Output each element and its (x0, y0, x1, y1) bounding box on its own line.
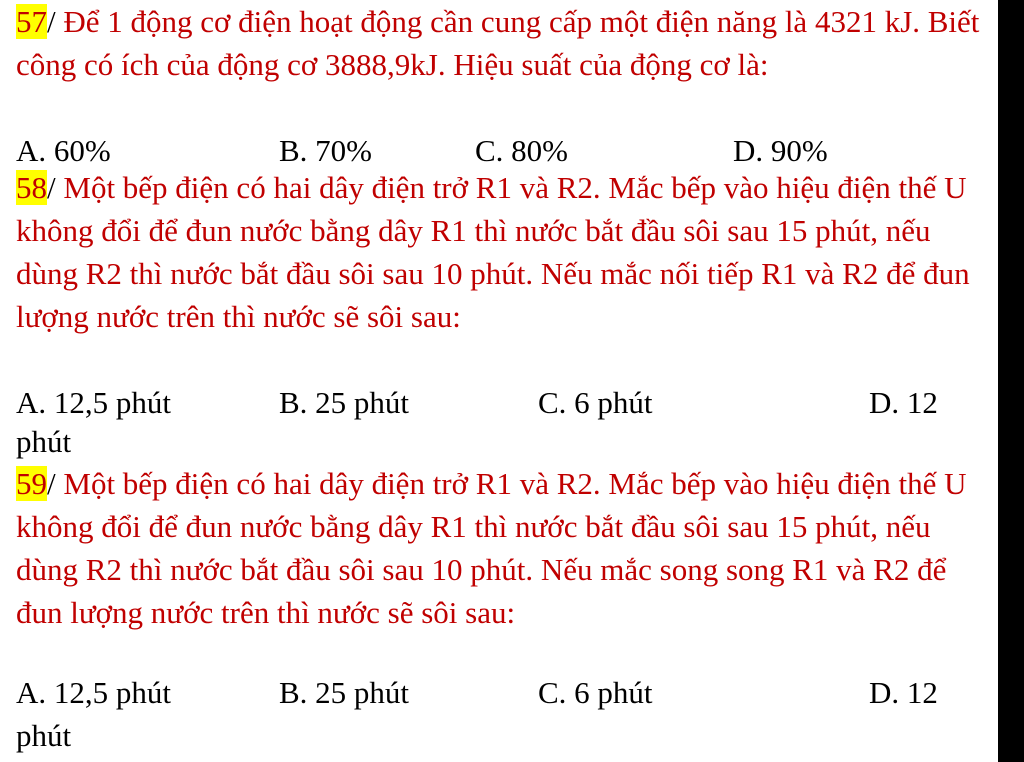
question-slash: / (47, 170, 56, 205)
question-58 (16, 166, 996, 338)
option-d: D. 90% (733, 133, 828, 168)
question-number: 59 (16, 466, 47, 501)
question-slash: / (47, 4, 56, 39)
option-c: C. 80% (475, 133, 568, 168)
question-text: Để 1 động cơ điện hoạt động cần cung cấp một điện năng là 4321 kJ. Biết công có ích của động cơ 3888,9kJ. Hiệu suất của động cơ là: (16, 4, 980, 82)
options-58 (16, 381, 996, 424)
option-d-continuation: phút (16, 424, 72, 459)
page-edge-bar (998, 0, 1024, 762)
option-b: B. 70% (279, 133, 372, 168)
option-a: A. 12,5 phút (16, 675, 171, 710)
option-d: D. 12 (869, 675, 938, 710)
question-57 (16, 0, 996, 86)
option-a: A. 60% (16, 133, 111, 168)
question-59 (16, 462, 996, 634)
question-text: Một bếp điện có hai dây điện trở R1 và R2. Mắc bếp vào hiệu điện thế U không đổi để đun nước bằng dây R1 thì nước bắt đầu sôi sau 15 phút, nếu dùng R2 thì nước bắt đầu sôi sau 10 phút. Nếu mắc nối tiếp R1 và R2 để đun lượng nước trên thì nước sẽ sôi sau: (16, 170, 970, 334)
question-number: 57 (16, 4, 47, 39)
question-text: Một bếp điện có hai dây điện trở R1 và R2. Mắc bếp vào hiệu điện thế U không đổi để đun nước bằng dây R1 thì nước bắt đầu sôi sau 15 phút, nếu dùng R2 thì nước bắt đầu sôi sau 10 phút. Nếu mắc song song R1 và R2 để đun lượng nước trên thì nước sẽ sôi sau: (16, 466, 967, 630)
option-b: B. 25 phút (279, 675, 410, 710)
option-d-continuation: phút (16, 718, 72, 753)
question-slash: / (47, 466, 56, 501)
options-59 (16, 671, 996, 714)
option-b: B. 25 phút (279, 385, 410, 420)
option-a: A. 12,5 phút (16, 385, 171, 420)
question-number: 58 (16, 170, 47, 205)
option-c: C. 6 phút (538, 385, 653, 420)
option-d: D. 12 (869, 385, 938, 420)
option-c: C. 6 phút (538, 675, 653, 710)
